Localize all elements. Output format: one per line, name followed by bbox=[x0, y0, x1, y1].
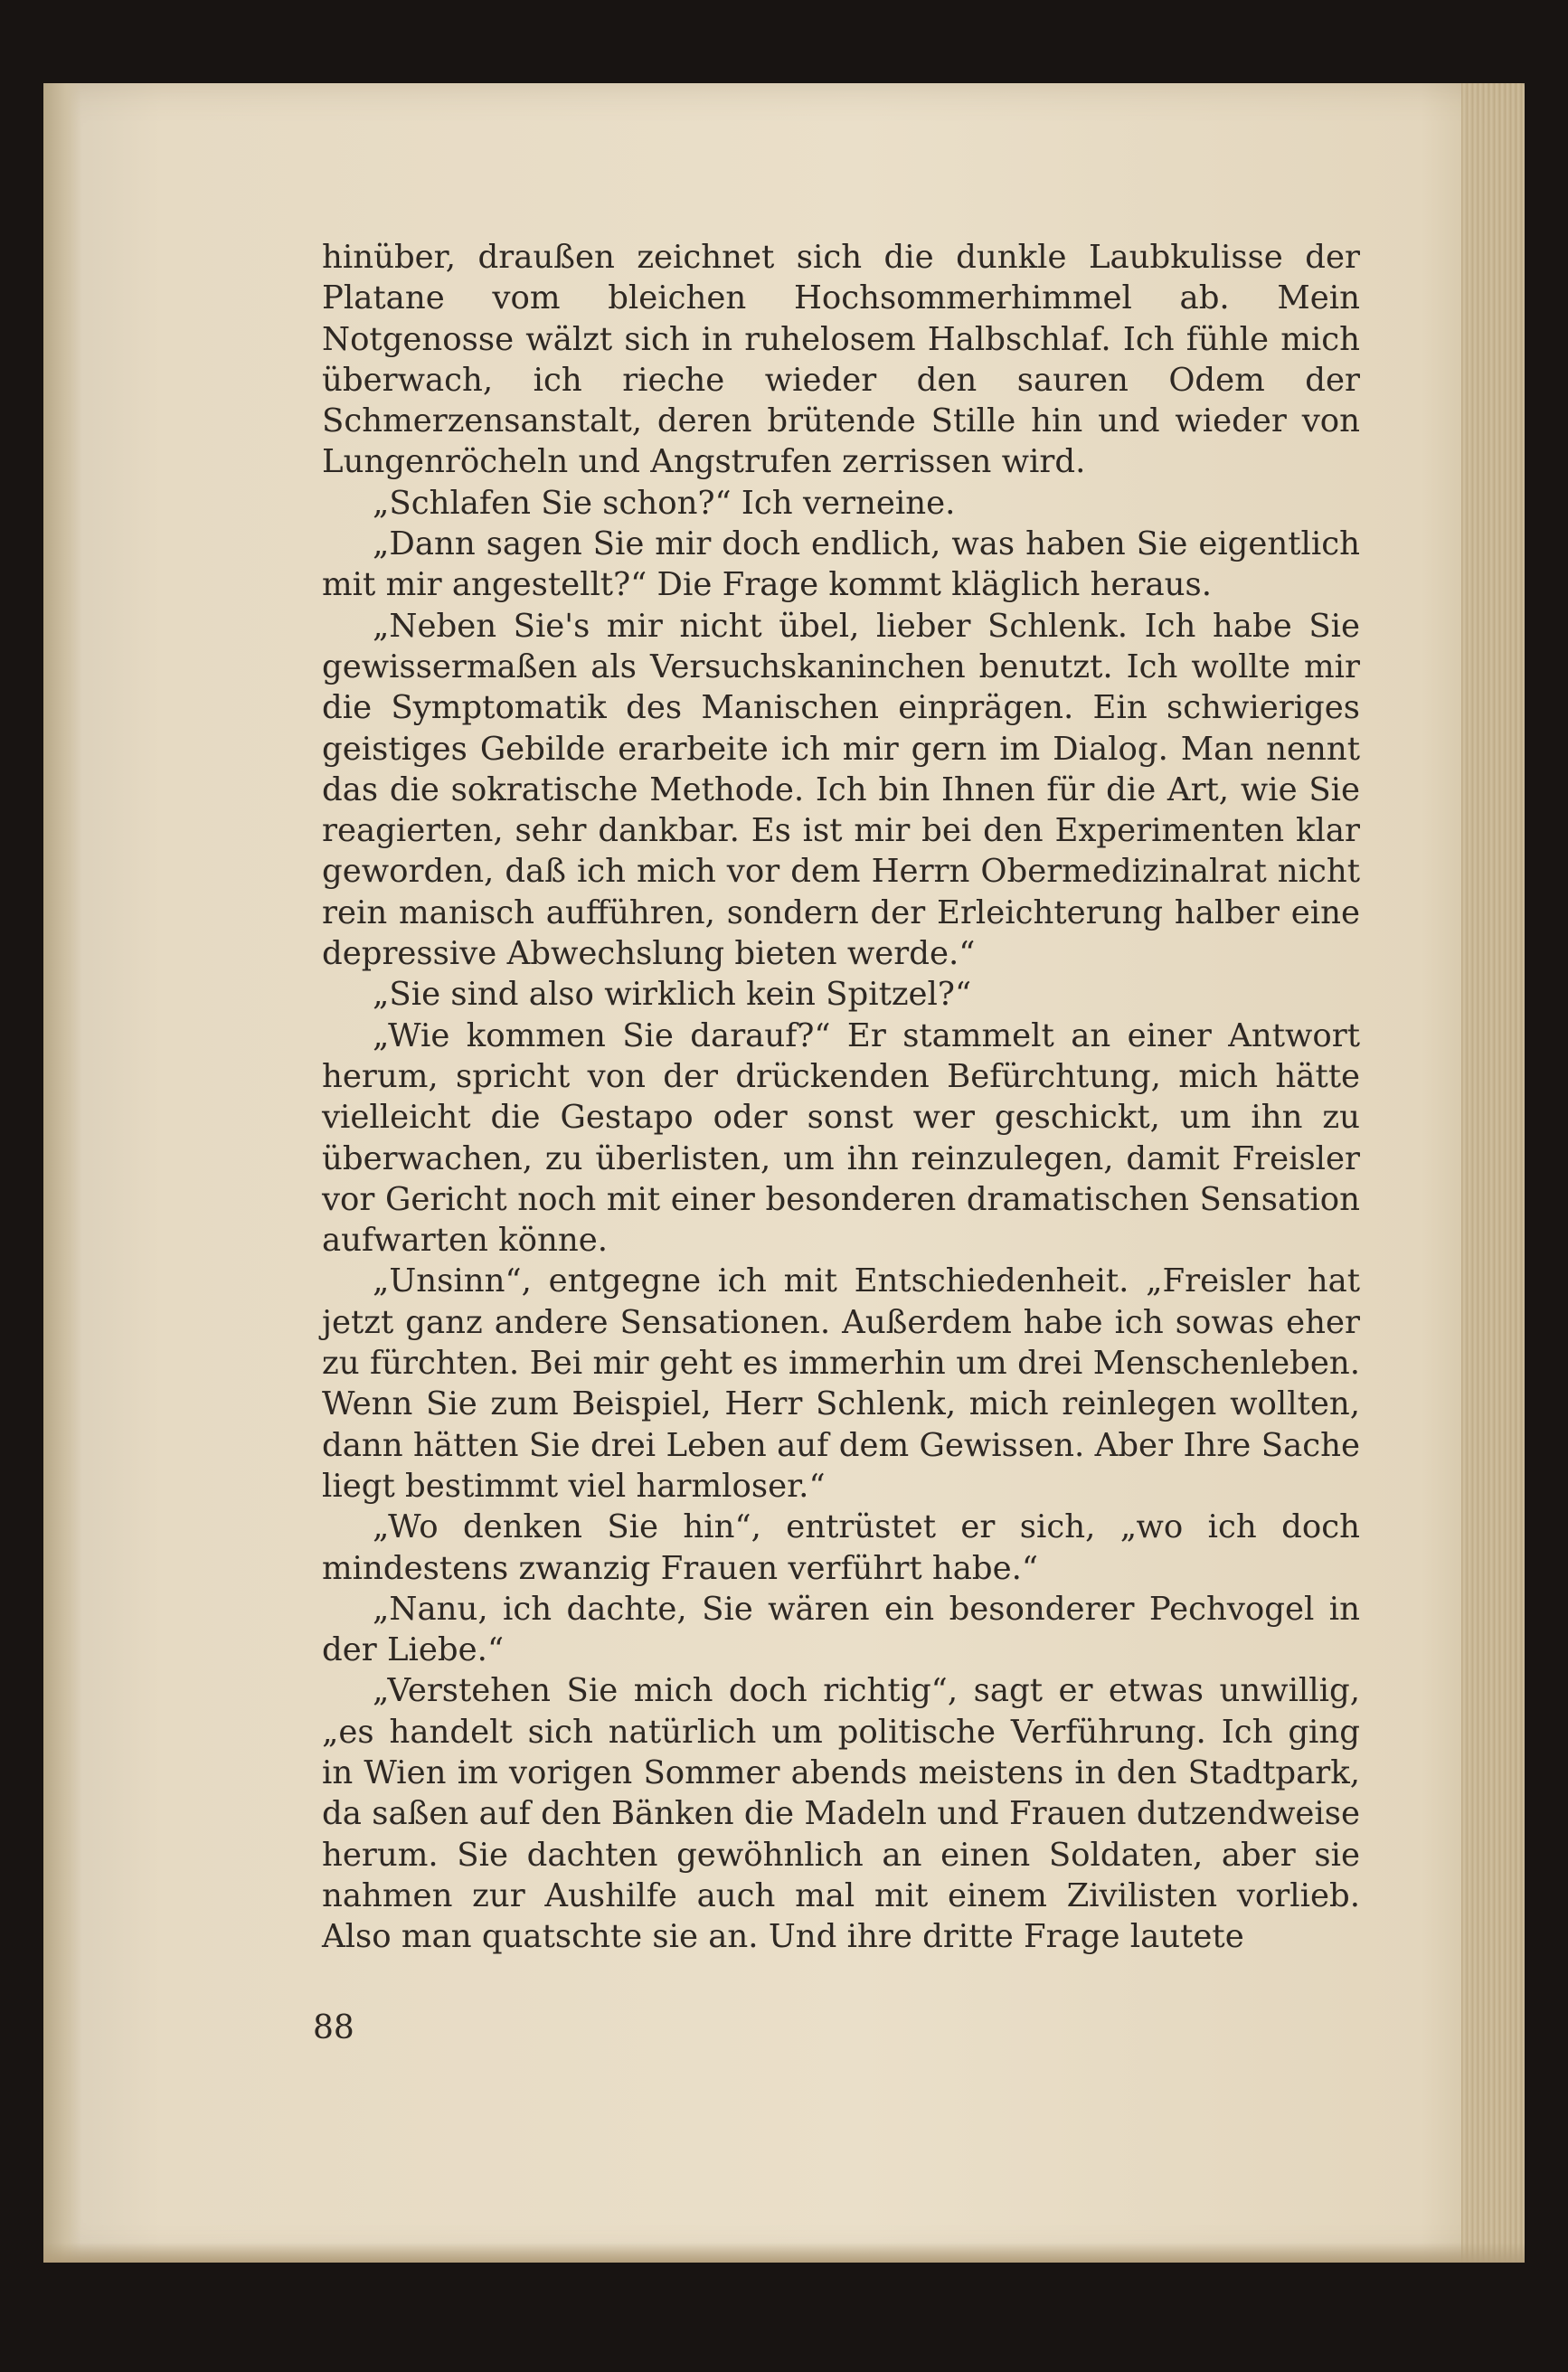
page-left-edge bbox=[43, 83, 81, 2263]
paragraph: „Wie kommen Sie darauf?“ Er stammelt an einer Antwort herum, spricht von der drückenden Befürchtung, mich hätte vielleicht die Gestapo oder sonst wer geschickt, um ihn zu überwachen, zu überlisten, um ihn reinzulegen, damit Freisler vor Gericht noch mit einer besonderen dramatischen Sensation aufwarten könne. bbox=[322, 1016, 1360, 1260]
page-bottom-edge bbox=[43, 2243, 1525, 2263]
body-text bbox=[322, 237, 1360, 1957]
page-number: 88 bbox=[313, 2009, 354, 2046]
paragraph: „Nanu, ich dachte, Sie wären ein besonderer Pechvogel in der Liebe.“ bbox=[322, 1590, 1360, 1669]
paragraph: „Sie sind also wirklich kein Spitzel?“ bbox=[373, 976, 972, 1014]
paragraph: „Wo denken Sie hin“, entrüstet er sich, „wo ich doch mindestens zwanzig Frauen verführt habe.“ bbox=[322, 1508, 1360, 1587]
paragraph: „Dann sagen Sie mir doch endlich, was haben Sie eigentlich mit mir angestellt?“ Die Frage kommt kläglich heraus. bbox=[322, 525, 1360, 604]
paragraph: „Neben Sie's mir nicht übel, lieber Schlenk. Ich habe Sie gewissermaßen als Versuchskaninchen benutzt. Ich wollte mir die Symptomatik des Manischen einprägen. Ein schwieriges geistiges Gebilde erarbeite ich mir gern im Dialog. Man nennt das die sokratische Methode. Ich bin Ihnen für die Art, wie Sie reagierten, sehr dankbar. Es ist mir bei den Experimenten klar geworden, daß ich mich vor dem Herrn Obermedizinalrat nicht rein manisch aufführen, sondern der Erleichterung halber eine depressive Abwechslung bieten werde.“ bbox=[322, 607, 1360, 973]
page-right-edge bbox=[1461, 83, 1525, 2263]
paragraph: hinüber, draußen zeichnet sich die dunkle Laubkulisse der Platane vom bleichen Hochsommerhimmel ab. Mein Notgenosse wälzt sich in ruhelosem Halbschlaf. Ich fühle mich überwach, ich rieche wieder den sauren Odem der Schmerzensanstalt, deren brütende Stille hin und wieder von Lungenröcheln und Angstrufen zerrissen wird. bbox=[322, 239, 1360, 481]
paragraph: „Verstehen Sie mich doch richtig“, sagt er etwas unwillig, „es handelt sich natürlich um politische Verführung. Ich ging in Wien im vorigen Sommer abends meistens in den Stadtpark, da saßen auf den Bänken die Madeln und Frauen dutzendweise herum. Sie dachten gewöhnlich an einen Soldaten, aber sie nahmen zur Aushilfe auch mal mit einem Zivilisten vorlieb. Also man quatschte sie an. Und ihre dritte Frage lautete bbox=[322, 1672, 1360, 1956]
paragraph: „Unsinn“, entgegne ich mit Entschiedenheit. „Freisler hat jetzt ganz andere Sensationen. Außerdem habe ich sowas eher zu fürchten. Bei mir geht es immerhin um drei Menschenleben. Wenn Sie zum Beispiel, Herr Schlenk, mich reinlegen wollten, dann hätten Sie drei Leben auf dem Gewissen. Aber Ihre Sache liegt bestimmt viel harmloser.“ bbox=[322, 1262, 1360, 1505]
paragraph: „Schlafen Sie schon?“ Ich verneine. bbox=[373, 484, 956, 522]
